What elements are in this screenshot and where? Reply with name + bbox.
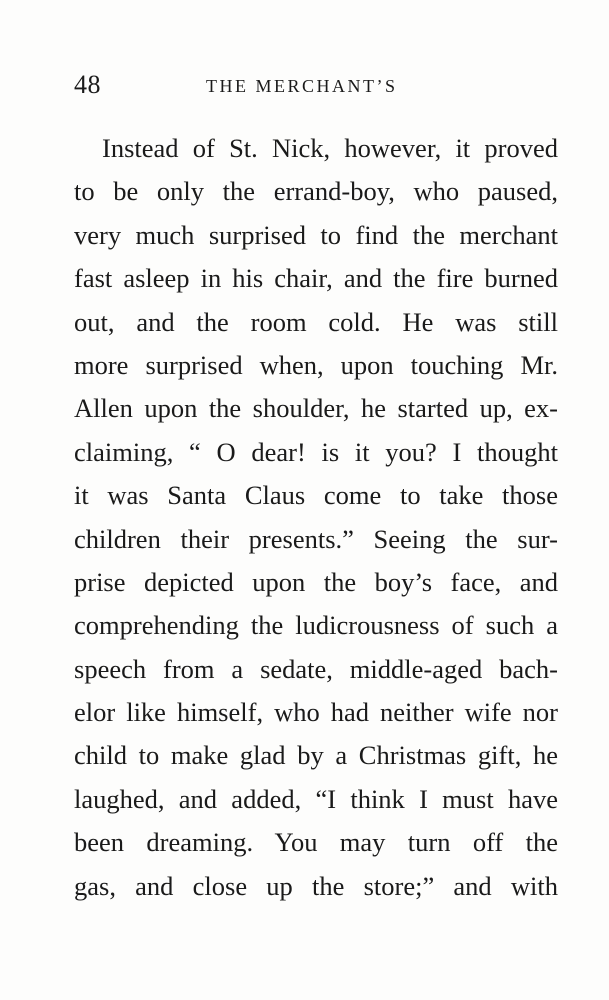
text-line: laughed, and added, “I think I must have <box>74 783 558 814</box>
text-line: more surprised when, upon touching Mr. <box>74 349 558 380</box>
text-line: very much surprised to find the merchant <box>74 219 558 250</box>
text-line: to be only the errand-boy, who paused, <box>74 176 558 207</box>
text-line: been dreaming. You may turn off the <box>74 827 558 858</box>
text-line: Allen upon the shoulder, he started up, ex- <box>74 393 558 424</box>
text-line: comprehending the ludicrousness of such a <box>74 610 558 641</box>
text-line: claiming, “ O dear! is it you? I thought <box>74 436 558 467</box>
text-line: gas, and close up the store;” and with <box>74 870 558 901</box>
text-line: Instead of St. Nick, however, it proved <box>102 133 558 163</box>
page-number: 48 <box>74 70 101 99</box>
body-text <box>74 127 558 908</box>
text-line: it was Santa Claus come to take those <box>74 480 558 511</box>
running-head: THE MERCHANT’S <box>206 76 398 96</box>
text-line: speech from a sedate, middle-aged bach- <box>74 653 558 684</box>
text-line: out, and the room cold. He was still <box>74 306 558 337</box>
text-line: prise depicted upon the boy’s face, and <box>74 566 558 597</box>
text-line: elor like himself, who had neither wife nor <box>74 697 558 728</box>
text-line: fast asleep in his chair, and the fire burned <box>74 263 558 294</box>
text-line: children their presents.” Seeing the sur- <box>74 523 558 554</box>
page-header <box>74 70 559 110</box>
text-line: child to make glad by a Christmas gift, he <box>74 740 558 771</box>
